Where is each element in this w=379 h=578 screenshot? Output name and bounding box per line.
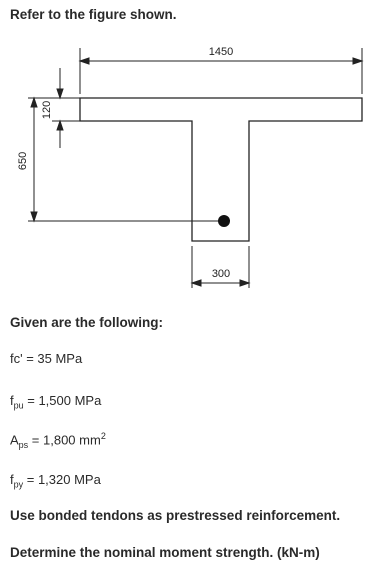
tendon-dot — [218, 215, 230, 227]
web-width-label: 300 — [211, 268, 231, 280]
t-beam-figure — [0, 36, 379, 296]
flange-width-label: 1450 — [208, 46, 234, 58]
problem-heading: Refer to the figure shown. — [10, 7, 177, 22]
depth-dimension — [28, 98, 218, 221]
property-fpy: $f_{py} = 1,320$ MPa — [10, 472, 101, 490]
property-aps: $A_{ps} = 1,800$ $mm^2$ — [10, 431, 106, 450]
instruction-text: Use bonded tendons as prestressed reinforcement. — [10, 508, 341, 523]
property-fc: fc' = 35 MPa — [10, 351, 83, 366]
property-fpu: $f_{pu} = 1,500$ MPa — [10, 393, 102, 411]
flange-thickness-dimension — [52, 68, 80, 148]
flange-thickness-label: 120 — [41, 100, 53, 120]
given-label: Given are the following: — [10, 315, 164, 330]
web-width-dimension — [192, 246, 249, 288]
depth-label: 650 — [17, 151, 29, 171]
question-text: Determine the nominal moment strength. (kN-m) — [10, 545, 320, 560]
